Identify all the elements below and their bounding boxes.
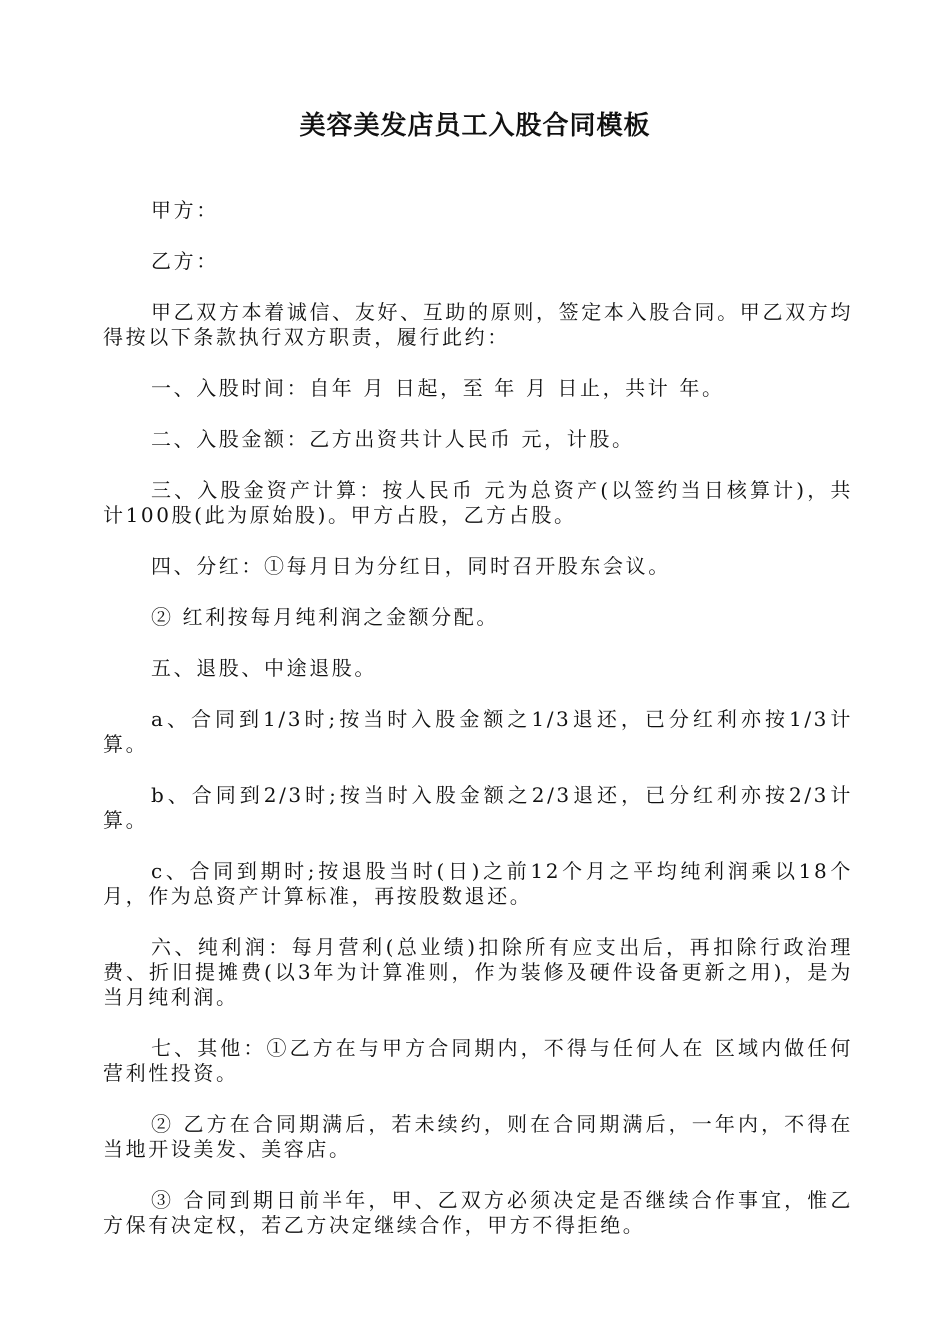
clause-7-item-3: ③ 合同到期日前半年，甲、乙双方必须决定是否继续合作事宜，惟乙方保有决定权，若乙方决定继续合作，甲方不得拒绝。 [103, 1188, 853, 1237]
clause-5-item-a: a、合同到1/3时;按当时入股金额之1/3退还，已分红利亦按1/3计算。 [103, 707, 853, 756]
clause-2-amount: 二、入股金额：乙方出资共计人民币 元，计股。 [151, 427, 635, 451]
clause-4-item-2: ② 红利按每月纯利润之金额分配。 [151, 605, 499, 629]
clause-7-other: 七、其他：①乙方在与甲方合同期内，不得与任何人在 区域内做任何营利性投资。 [103, 1036, 853, 1085]
clause-5-item-b: b、合同到2/3时;按当时入股金额之2/3退还，已分红利亦按2/3计算。 [103, 783, 853, 832]
clause-3-assets: 三、入股金资产计算：按人民币 元为总资产(以签约当日核算计)，共计100股(此为原始股)。甲方占股，乙方占股。 [103, 478, 853, 527]
clause-5-withdrawal: 五、退股、中途退股。 [151, 656, 377, 680]
document-title: 美容美发店员工入股合同模板 [299, 111, 651, 141]
document-body [103, 198, 853, 1238]
clause-1-term: 一、入股时间：自年 月 日起，至 年 月 日止，共计 年。 [151, 376, 725, 400]
clause-7-item-2: ② 乙方在合同期满后，若未续约，则在合同期满后，一年内，不得在当地开设美发、美容店。 [103, 1112, 853, 1161]
party-b-line: 乙方： [151, 249, 219, 273]
preamble-paragraph: 甲乙双方本着诚信、友好、互助的原则，签定本入股合同。甲乙双方均得按以下条款执行双方职责，履行此约： [103, 300, 853, 349]
clause-5-item-c: c、合同到期时;按退股当时(日)之前12个月之平均纯利润乘以18个月，作为总资产计算标准，再按股数退还。 [103, 859, 853, 908]
clause-6-net-profit: 六、纯利润：每月营利(总业绩)扣除所有应支出后，再扣除行政治理费、折旧提摊费(以3年为计算准则，作为装修及硬件设备更新之用)，是为当月纯利润。 [103, 935, 853, 1009]
party-a-line: 甲方： [151, 198, 219, 222]
clause-4-dividend: 四、分红：①每月日为分红日，同时召开股东会议。 [151, 554, 671, 578]
